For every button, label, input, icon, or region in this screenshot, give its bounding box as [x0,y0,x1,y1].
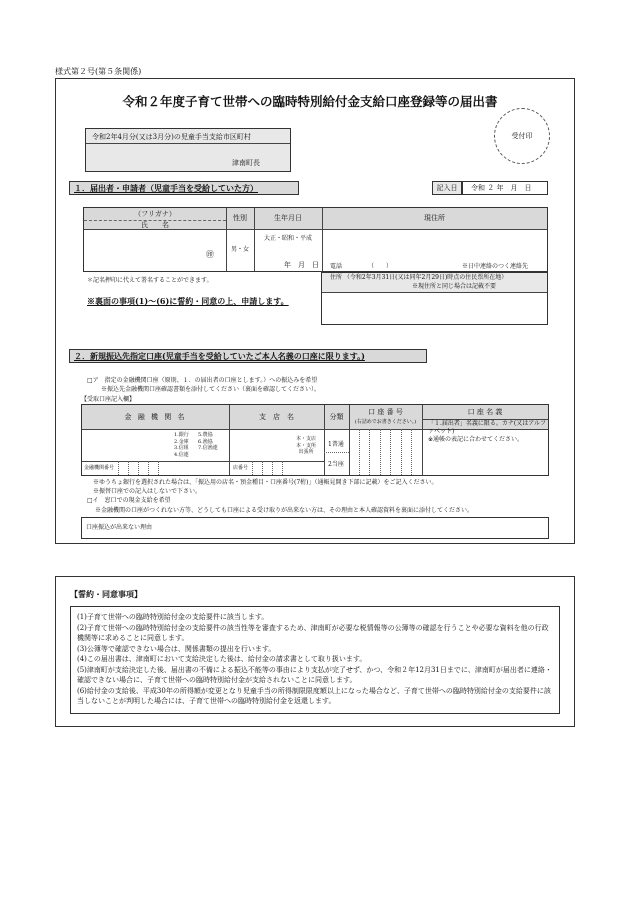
transfer-note: ※振替口座での記入はしないで下さい。 [93,488,202,495]
bank-types-a: 1.銀行 2.金庫 3.信組 4.信連 [174,432,189,458]
pledge-list [70,606,560,714]
seal-mark: ㊞ [206,250,214,259]
reception-stamp: 受付印 [494,108,550,164]
consent-note: ※裏面の事項(1)～(6)に誓約・同意の上、申請します。 [87,296,289,306]
seal-note: ＊記名押印に代えて署名することができます。 [87,277,213,284]
reason-box[interactable] [81,517,549,539]
form-number: 様式第２号(第５条関係) [55,67,142,76]
entry-date-value[interactable]: 令和 ２ 年 月 日 [462,181,548,195]
pledge-frame [55,576,575,727]
pledge-item: (1)子育て世帯への臨時特別給付金の支給要件に該当します。 [77,613,269,621]
receive-label: 【受取口座記入欄】 [81,396,136,403]
reason-label: 口座振込が出来ない理由 [86,524,153,531]
option-b-note: ※金融機関の口座がつくれない方等、どうしても口座による受け取りが出来ない方は、その理由と本人確認資料を裏面に添付してください。 [95,507,474,514]
pledge-heading: 【誓約・同意事項】 [70,589,142,599]
section1-heading: １．届出者・申請者（児童手当を受給していた方） [74,183,258,193]
phone-label: 電話 [330,263,343,270]
branch-label: 支 店 名 [259,412,294,421]
applicant-table [83,207,548,272]
payer-box [85,128,291,172]
prev-address-label: 住所 （令和2年3月31日(又は同年2月29日)時点の住民票所在地） [330,274,508,281]
sex-label: 性別 [233,214,247,223]
era-label: 大正・昭和・平成 [263,235,312,242]
phone-note: ※日中連絡のつく連絡先 [462,263,529,270]
holder-label: 口 座 名 義 [467,407,503,416]
account-type-1[interactable]: 1普通 [328,441,344,448]
option-b[interactable]: □イ 窓口での現金支給を希望 [87,497,171,504]
bank-code-cells[interactable] [118,461,158,475]
pledge-item: (2)子育て世帯への臨時特別給付金の支給要件の該当性等を審査するため、津南町が必要な税情報等の公簿等の確認を行うことや必要な資料を他の行政機関等に求めることに同意します。 [77,623,549,642]
phone-parens: （ ） [368,263,393,270]
name-label: 氏 名 [141,221,169,229]
dob-label: 生年月日 [274,214,302,223]
sex-value[interactable]: 男・女 [230,246,249,254]
branch-code-label: 店番号 [233,465,249,471]
pledge-item: (5)津南町が支給決定した後、届出書の不備による振込不能等の事由により支払が完了せず、かつ、令和２年12月31日までに、津南町が届出者に連絡・確認できない場合に、子育て世帯への臨時特別給付金が支給されないことに同意します。 [77,665,552,684]
account-type-2[interactable]: 2当座 [328,461,344,468]
yucho-note: ※ゆうちょ銀行を選択された場合は、「振込用の店名・預金種目・口座番号(7桁)」（通帳見開き下部に記載）をご記入ください。 [93,479,438,486]
pledge-item: (3)公簿等で確認できない場合は、関係書類の提出を行います。 [77,644,276,653]
pledge-item: (4)この届出書は、津南町において支給決定した後は、給付金の請求書として取り扱います。 [77,655,367,663]
type-label: 分類 [329,412,344,421]
bank-table [81,404,549,476]
dob-ymd: 年 月 日 [284,261,319,269]
holder-note: 「１.届出者」名義に限る。カナ(又はアルファベット) ※通帳の表記に合わせてください。 [428,420,547,444]
payer-heading: 令和2年4月分(又は3月分)の児童手当支給市区町村 [92,133,251,141]
branch-types: 本・支店 本・支所 出張所 [296,436,317,455]
account-label: 口 座 番 号 [368,408,403,416]
entry-date-label: 記入日 [432,181,462,195]
option-a[interactable]: □ア 指定の金融機関口座（原則、１．の届出者の口座とします。）への振込みを希望 [87,377,318,384]
section2-heading: ２．新規振込先指定口座(児童手当を受給していたご本人名義の口座に限ります。) [74,351,365,361]
address-label: 現住所 [424,214,445,223]
payer-mayor: 津南町長 [232,159,260,167]
form-title: 令和２年度子育て世帯への臨時特別給付金支給口座登録等の届出書 [122,94,498,109]
bank-types-b: 5.農協 6.漁協 7.信漁連 [198,432,218,451]
prev-address-note: ※現住所と同じ場合は記載不要 [412,283,497,290]
account-sub: (右詰めでお書きください。) [354,419,417,425]
branch-code-cells[interactable] [252,461,282,475]
bank-label: 金 融 機 関 名 [124,412,187,421]
account-number-cells[interactable] [349,429,422,475]
option-a-note: ※振込先金融機関口座確認書類を添付してください（裏面を確認してください）。 [101,386,321,393]
pledge-item: (6)給付金の支給後、平成30年の所得額が変更となり児童手当の所得制限限度額以上になった場合など、子育て世帯への臨時特別給付金の支給要件に該当しないことが判明した場合には、子育て世帯への臨時特別給付金を返還します。 [77,686,551,705]
furigana-label: （フリガナ） [134,210,176,218]
prev-address-box [321,272,548,325]
bank-code-label: 金融機関番号 [84,465,115,471]
